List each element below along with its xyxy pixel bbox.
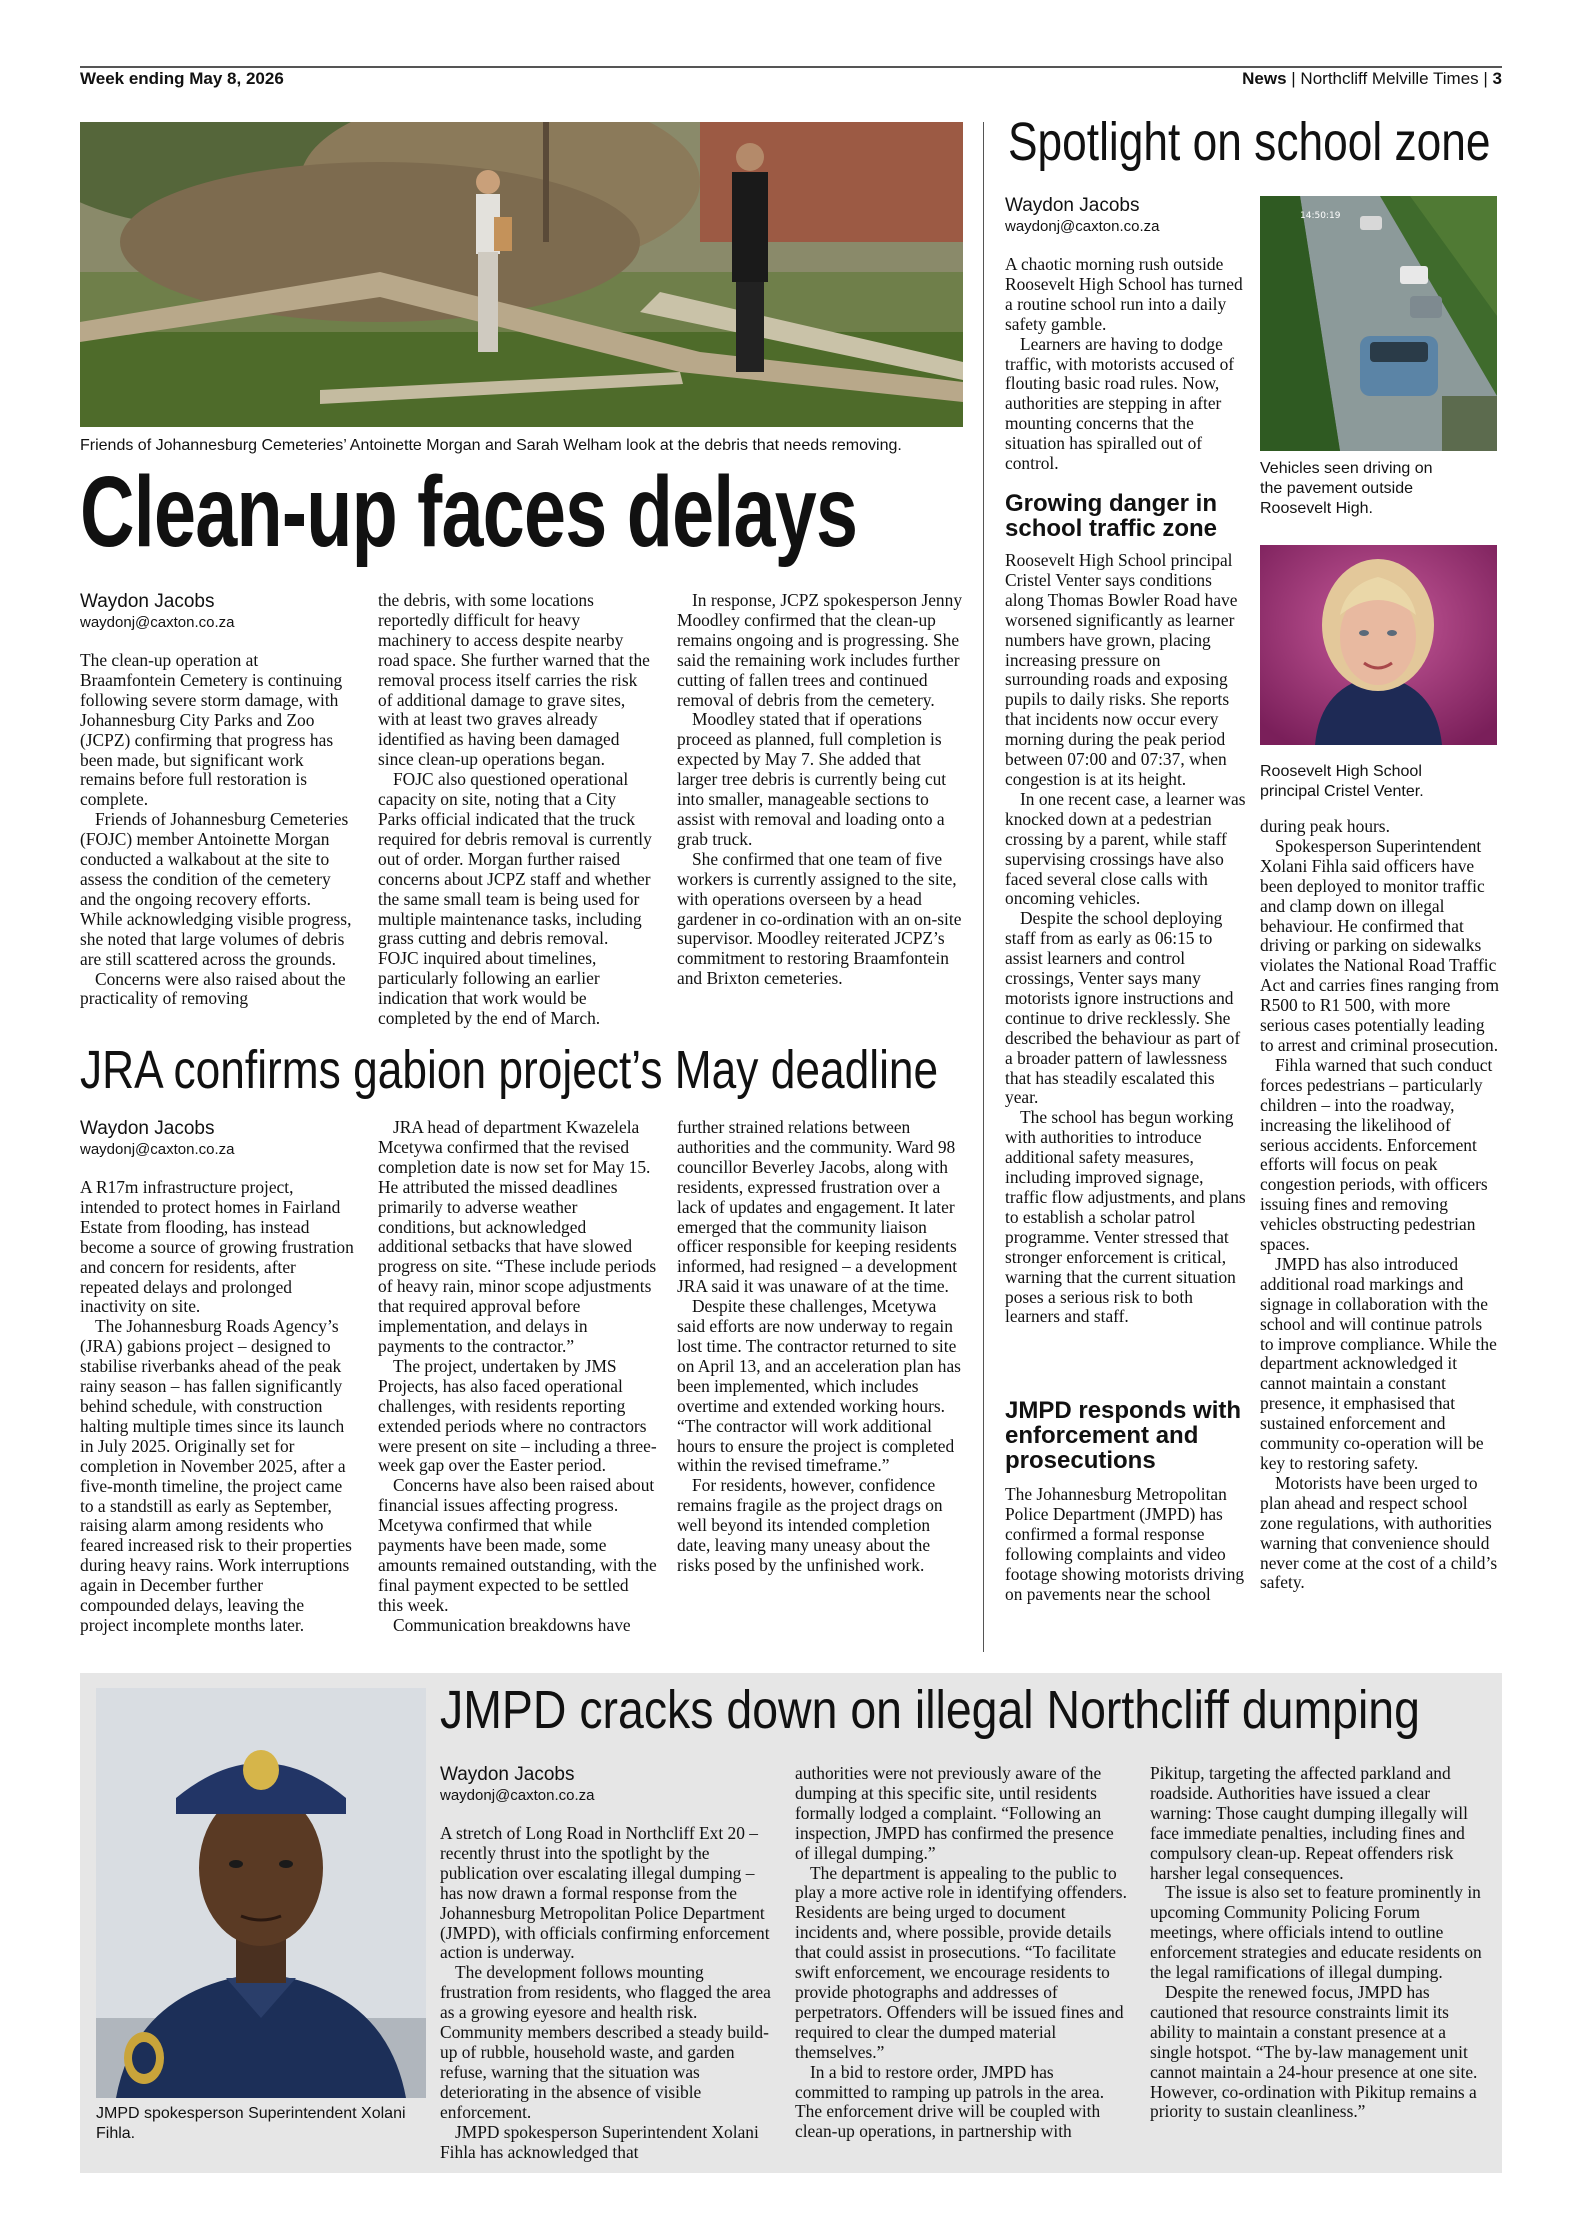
article-column: authorities were not previously aware of the dumping at this specific site, until residents formally lodged a complaint. “Following an inspection, JMPD has confirmed the presence of illegal dumping.” The department is appealing to the public to play a more active role in identifying offenders. Residents are being urged to document incidents and, where possible, provide details that could assist in prosecutions. “To facilitate swift enforcement, we encourage residents to provide photographs and addresses of perpetrators. Offenders will be issued fines and required to clear the dumped material themselves.” In a bid to restore order, JMPD has committed to ramping up patrols in the area. The enforcement drive will be coupled with clean-up operations, in partnership with	[795, 1764, 1127, 2142]
article-column: Roosevelt High School principal Cristel Venter says conditions along Thomas Bowler Road have worsened significantly as learner numbers have grown, placing increasing pressure on surrounding roads and exposing pupils to daily risks. She reports that incidents now occur every morning during the peak period between 07:00 and 07:37, when congestion is at its height. In one recent case, a learner was knocked down at a pedestrian crossing by a parent, while staff supervising crossings have also faced several close calls with oncoming vehicles. Despite the school deploying staff from as early as 06:15 to assist learners and control crossings, Venter says many motorists ignore instructions and continue to drive recklessly. She described the behaviour as part of a broader pattern of lawlessness that has steadily escalated this year. The school has begun working with authorities to introduce additional safety measures, including improved signage, traffic flow adjustments, and plans to establish a scholar patrol programme. Venter stressed that stronger enforcement is critical, warning that the current situation poses a serious risk to both learners and staff.	[1005, 551, 1246, 1327]
woman-figure-2	[732, 143, 768, 372]
principal-portrait	[1260, 545, 1497, 745]
officer-portrait	[96, 1688, 426, 2098]
column-divider	[983, 122, 984, 1652]
article-column: A R17m infrastructure project, intended to protect homes in Fairland Estate from flooding, has instead become a source of growing frustration and concern for residents, after repeated delays and prolonged inactivity on site. The Johannesburg Roads Agency’s (JRA) gabions project – designed to stabilise riverbanks ahead of the peak rainy season – has fallen significantly behind schedule, with construction halting multiple times since its launch in July 2025. Originally set for completion in November 2025, after a five-month timeline, the project came to a standstill as early as September, raising alarm among residents who feared increased risk to their properties during heavy rains. Work interruptions again in December further compounded delays, leaving the project incomplete months later.	[80, 1178, 354, 1635]
photo-caption: Friends of Johannesburg Cemeteries’ Antoinette Morgan and Sarah Welham look at the debris that needs removing.	[80, 437, 902, 454]
car-icon	[1360, 336, 1438, 396]
photo-caption: JMPD spokesperson Superintendent Xolani Fihla.	[96, 2105, 406, 2142]
headline-jra: JRA confirms gabion project’s May deadline	[80, 1040, 939, 1100]
article-column: A chaotic morning rush outside Roosevelt High School has turned a routine school run into a daily safety gamble. Learners are having to dodge traffic, with motorists accused of flouting basic road rules. Now, authorities are stepping in after mounting concerns that the situation has spiralled out of control.	[1005, 255, 1243, 474]
svg-text:14:50:19: 14:50:19	[1300, 211, 1341, 221]
cemetery-debris-photo	[80, 122, 963, 427]
headline-clean-up: Clean-up faces delays	[80, 456, 858, 568]
page-number: 3	[1492, 69, 1502, 88]
photo-caption: Roosevelt High School principal Cristel Venter.	[1260, 763, 1424, 800]
article-column: during peak hours. Spokesperson Superintendent Xolani Fihla said officers have been deployed to monitor traffic and clamp down on illegal behaviour. He confirmed that driving or parking on sidewalks violates the National Road Traffic Act and carries fines ranging from R500 to R1 500, with more serious cases potentially leading to arrest and criminal prosecution. Fihla warned that such conduct forces pedestrians – particularly children – into the roadway, increasing the likelihood of serious accidents. Enforcement efforts will focus on peak congestion periods, with officers issuing fines and removing vehicles obstructing pedestrian spaces. JMPD has also introduced additional road markings and signage in collaboration with the school and will continue patrols to improve compliance. While the department acknowledged it cannot maintain a constant presence, it emphasised that sustained enforcement and community co-operation will be key to restoring safety. Motorists have been urged to plan ahead and respect school zone regulations, with authorities warning that convenience should never come at the cost of a child’s safety.	[1260, 817, 1500, 1593]
article-column: A stretch of Long Road in Northcliff Ext 20 – recently thrust into the spotlight by the publication over escalating illegal dumping – has now drawn a formal response from the Johannesburg Metropolitan Police Department (JMPD), with officials confirming enforcement action is underway. The development follows mounting frustration from residents, who flagged the area as a growing eyesore and health risk. Community members described a steady build-up of rubble, household waste, and garden refuse, warning that the situation was deteriorating in the absence of visible enforcement. JMPD spokesperson Superintendent Xolani Fihla has acknowledged that	[440, 1824, 771, 2162]
article-column: The clean-up operation at Braamfontein Cemetery is continuing following severe storm damage, with Johannesburg City Parks and Zoo (JCPZ) confirming that progress has been made, but significant work remains before full restoration is complete. Friends of Johannesburg Cemeteries (FOJC) member Antoinette Morgan conducted a walkabout at the site to assess the condition of the cemetery and the ongoing recovery efforts. While acknowledging visible progress, she noted that large volumes of debris are still scattered across the grounds. Concerns were also raised about the practicality of removing	[80, 651, 352, 1009]
photo-caption: Vehicles seen driving on the pavement outside Roosevelt High.	[1260, 460, 1433, 517]
byline-email: waydonj@caxton.co.za	[80, 1141, 235, 1158]
article-column: Pikitup, targeting the affected parkland and roadside. Authorities have issued a clear warning: Those caught dumping illegally will face immediate penalties, including fines and compulsory clean-up. Repeat offenders risk harsher legal consequences. The issue is also set to feature prominently in upcoming Community Policing Forum meetings, where officials intend to outline enforcement strategies and educate residents on the legal ramifications of illegal dumping. Despite the renewed focus, JMPD has cautioned that resource constraints limit its ability to maintain a constant presence at a single hotspot. “The by-law management unit cannot maintain a 24-hour presence at one site. However, co-ordination with Pikitup remains a priority to sustain cleanliness.”	[1150, 1764, 1482, 2122]
article-column: further strained relations between authorities and the community. Ward 98 councillor Beverley Jacobs, along with residents, expressed frustration over a lack of updates and engagement. It later emerged that the community liaison officer responsible for keeping residents informed, had resigned – a development JRA said it was unaware of at the time. Despite these challenges, Mcetywa said efforts are now underway to regain lost time. The contractor returned to site on April 13, and an acceleration plan has been implemented, which includes overtime and extended working hours. “The contractor will work additional hours to ensure the project is completed within the revised timeframe.” For residents, however, confidence remains fragile as the project drags on well beyond its intended completion date, leaving many uneasy about the risks posed by the unfinished work.	[677, 1118, 961, 1575]
issue-date: Week ending May 8, 2026	[80, 69, 284, 88]
badge-icon	[124, 2032, 164, 2084]
headline-spotlight: Spotlight on school zone	[1008, 112, 1491, 172]
byline-email: waydonj@caxton.co.za	[1005, 218, 1160, 235]
byline: Waydon Jacobs	[80, 591, 215, 612]
subheading: Growing danger in school traffic zone	[1005, 490, 1218, 542]
byline: Waydon Jacobs	[440, 1764, 575, 1785]
article-column: In response, JCPZ spokesperson Jenny Moodley confirmed that the clean-up remains ongoing and is progressing. She said the remaining work includes further cutting of fallen trees and continued removal of debris from the cemetery. Moodley stated that if operations proceed as planned, full completion is expected by May 7. She added that larger tree debris is currently being cut into smaller, manageable sections to assist with removal and loading onto a grab truck. She confirmed that one team of five workers is currently assigned to the site, with operations overseen by a head gardener in co-ordination with an on-site supervisor. Moodley reiterated JCPZ’s commitment to restoring Braamfontein and Brixton cemeteries.	[677, 591, 963, 989]
page-folio: News | Northcliff Melville Times | 3	[1242, 69, 1502, 88]
headline-jmpd: JMPD cracks down on illegal Northcliff dumping	[440, 1680, 1420, 1740]
byline-email: waydonj@caxton.co.za	[440, 1787, 595, 1804]
header-rule	[80, 66, 1502, 68]
byline: Waydon Jacobs	[1005, 195, 1140, 216]
school-traffic-photo	[1260, 196, 1497, 451]
section-label: News	[1242, 69, 1287, 88]
subheading: JMPD responds with enforcement and prosecutions	[1005, 1397, 1242, 1474]
article-column: JRA head of department Kwazelela Mcetywa confirmed that the revised completion date is now set for May 15. He attributed the missed deadlines primarily to adverse weather conditions, but acknowledged additional setbacks that have slowed progress on site. “These include periods of heavy rain, minor scope adjustments that required approval before implementation, and delays in payments to the contractor.” The project, undertaken by JMS Projects, has also faced operational challenges, with residents reporting extended periods where no contractors were present on site – including a three-week gap over the Easter period. Concerns have also been raised about financial issues affecting progress. Mcetywa confirmed that while payments have been made, some amounts remained outstanding, with the final payment expected to be settled this week. Communication breakdowns have	[378, 1118, 657, 1635]
byline-email: waydonj@caxton.co.za	[80, 614, 235, 631]
article-column: the debris, with some locations reportedly difficult for heavy machinery to access despite nearby road space. She further warned that the removal process itself carries the risk of additional damage to grave sites, with at least two graves already identified as having been damaged since clean-up operations began. FOJC also questioned operational capacity on site, noting that a City Parks official indicated that the truck required for debris removal is currently out of order. Morgan further raised concerns about JCPZ staff and whether the same small team is being used for multiple maintenance tasks, including grass cutting and debris removal. FOJC inquired about timelines, particularly following an earlier indication that work would be completed by the end of March.	[378, 591, 652, 1029]
article-column: The Johannesburg Metropolitan Police Department (JMPD) has confirmed a formal response following complaints and video footage showing motorists driving on pavements near the school	[1005, 1485, 1245, 1604]
paper-name: Northcliff Melville Times	[1300, 69, 1479, 88]
byline: Waydon Jacobs	[80, 1118, 215, 1139]
